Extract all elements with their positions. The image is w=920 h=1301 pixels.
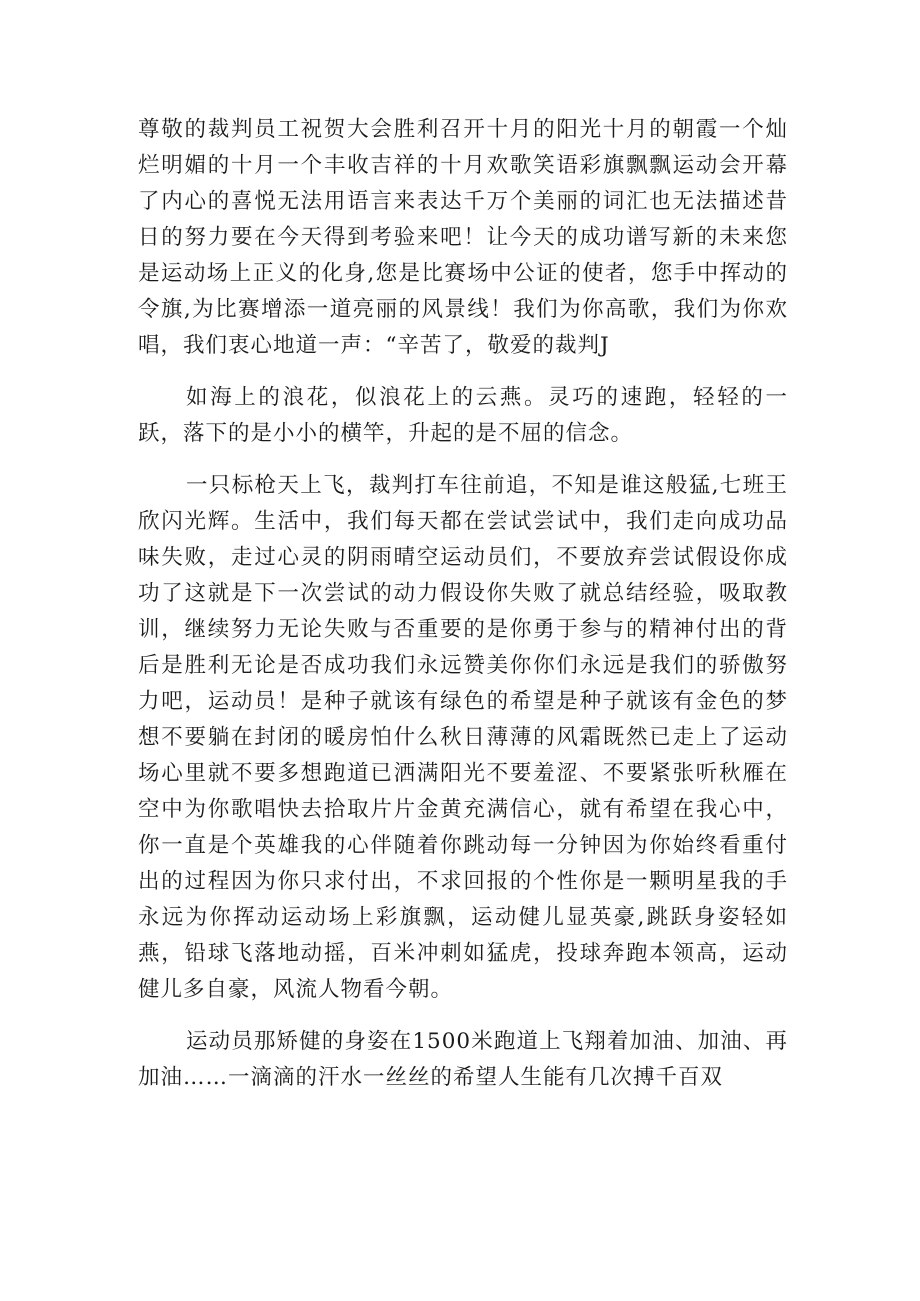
paragraph-2: 如海上的浪花，似浪花上的云燕。灵巧的速跑，轻轻的一跃，落下的是小小的横竿，升起的是不屈的信念。 bbox=[138, 385, 788, 446]
document-body bbox=[138, 112, 788, 1112]
paragraph-3: 一只标枪天上飞，裁判打车往前追，不知是谁这般猛,七班王欣闪光辉。生活中，我们每天都在尝试尝试中，我们走向成功品味失败，走过心灵的阴雨晴空运动员们，不要放弃尝试假设你成功了这就是下一次尝试的动力假设你失败了就总结经验，吸取教训，继续努力无论失败与否重要的是你勇于参与的精神付出的背后是胜利无论是否成功我们永远赞美你你们永远是我们的骄傲努力吧，运动员！是种子就该有绿色的希望是种子就该有金色的梦想不要躺在封闭的暖房怕什么秋日薄薄的风霜既然已走上了运动场心里就不要多想跑道已洒满阳光不要羞涩、不要紧张听秋雁在空中为你歌唱快去拾取片片金黄充满信心，就有希望在我心中，你一直是个英雄我的心伴随着你跳动每一分钟因为你始终看重付出的过程因为你只求付出，不求回报的个性你是一颗明星我的手永远为你挥动运动场上彩旗飘，运动健儿显英豪,跳跃身姿轻如燕，铅球飞落地动摇，百米冲刺如猛虎，投球奔跑本领高，运动健儿多自豪，风流人物看今朝。 bbox=[138, 473, 788, 1002]
paragraph-1: 尊敬的裁判员工祝贺大会胜利召开十月的阳光十月的朝霞一个灿烂明媚的十月一个丰收吉祥的十月欢歌笑语彩旗飘飘运动会开幕了内心的喜悦无法用语言来表达千万个美丽的词汇也无法描述昔日的努力要在今天得到考验来吧！让今天的成功谱写新的未来您是运动场上正义的化身,您是比赛场中公证的使者，您手中挥动的令旗,为比赛增添一道亮丽的风景线！我们为你高歌，我们为你欢唱，我们衷心地道一声：“辛苦了，敬爱的裁判J bbox=[138, 117, 788, 358]
paragraph-4: 运动员那矫健的身姿在1500米跑道上飞翔着加油、加油、再加油……一滴滴的汗水一丝丝的希望人生能有几次搏千百双 bbox=[138, 1029, 788, 1090]
